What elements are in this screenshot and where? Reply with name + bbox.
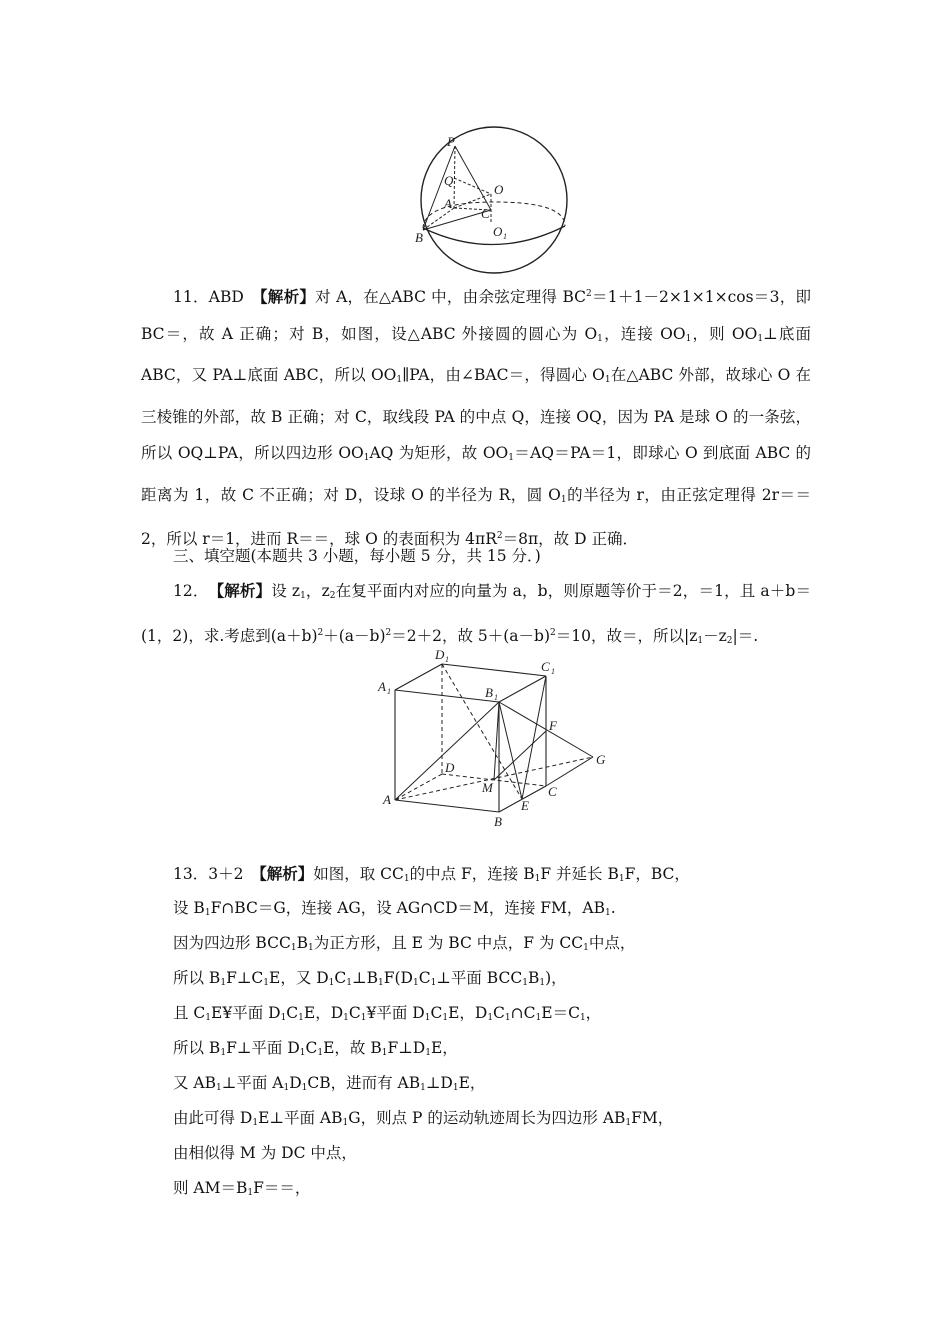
q13-text: 由此可得 D <box>173 1109 253 1127</box>
edge-PA <box>454 146 455 208</box>
segment-CG <box>546 757 593 786</box>
q12-sup: 2 <box>385 627 392 638</box>
q13-text: E⊥平面 AB <box>258 1109 343 1127</box>
q13-text: 则 AM＝B <box>173 1179 248 1197</box>
q11-sup: 2 <box>496 531 503 541</box>
q12-text: －z <box>703 626 727 645</box>
q13-text: C <box>286 1004 299 1022</box>
label-Q: Q <box>444 173 454 188</box>
q13-line-7 <box>173 1066 813 1101</box>
label-E: E <box>521 798 529 813</box>
q13-text: 又 AB <box>173 1074 217 1092</box>
q13-sub: 1 <box>290 943 297 953</box>
q11-sub: 1 <box>757 333 764 344</box>
q11-number: 11．ABD <box>173 288 244 306</box>
q12-sub: 1 <box>300 591 306 601</box>
q13-text: . <box>610 899 616 917</box>
q13-sub: 1 <box>535 1013 542 1023</box>
q11-text: ∥PA，由∠BAC＝，得圆心 O <box>402 366 605 384</box>
label-P: P <box>447 134 455 149</box>
label-G: G <box>596 752 606 767</box>
q13-sub: 1 <box>403 874 410 884</box>
q13-text: C <box>493 1004 505 1022</box>
q13-text: 如图，取 CC <box>313 865 404 883</box>
q13-sub: 1 <box>487 1013 494 1023</box>
q13-sub: 1 <box>299 1048 306 1058</box>
q13-line-8 <box>173 1101 813 1136</box>
q11-text: 在△ABC 外部，故球心 O 在三棱锥的外部，故 B 正确；对 C，取线段 PA 的中点 Q，连接 OQ，因为 PA 是球 O 的一条弦，所以 OQ⊥PA，所以四边形 OO <box>141 366 811 462</box>
q13-text: ∩C <box>510 1004 536 1022</box>
q13-sub: 1 <box>342 1118 349 1128</box>
edge-A1B1 <box>395 690 499 702</box>
q13-text: CB，进而有 AB <box>307 1074 421 1092</box>
q13-sub: 1 <box>220 1048 227 1058</box>
q13-sub: 1 <box>618 874 625 884</box>
q13-text: E， <box>430 1039 458 1057</box>
q11-sub: 1 <box>560 494 567 505</box>
label-B1-subscript: 1 <box>494 693 498 702</box>
q12-sub: 1 <box>697 635 704 646</box>
q12-sub: 2 <box>329 591 336 601</box>
q11-sub: 1 <box>396 375 403 385</box>
segment-QO <box>454 178 491 194</box>
edge-PB <box>423 146 455 230</box>
q13-text: FM， <box>631 1109 674 1127</box>
segment-D1E <box>442 664 522 799</box>
label-O: O <box>494 182 504 197</box>
q13-line-1 <box>173 856 813 891</box>
q12-text: ，z <box>305 582 330 600</box>
q13-text: F＝＝， <box>253 1179 311 1197</box>
q11-text: ＝AQ＝PA＝1，即球心 O 到底面 ABC 的距离为 1，故 C 不正确；对 D，设球 O 的半径为 R，圆 O <box>141 444 811 504</box>
label-C: C <box>548 784 557 799</box>
label-D: D <box>445 760 455 775</box>
q13-sub: 1 <box>430 978 437 988</box>
q13-sub: 1 <box>579 1013 586 1023</box>
q13-sub: 1 <box>280 1013 287 1023</box>
label-B: B <box>494 814 502 829</box>
sphere-outline <box>421 127 567 273</box>
q13-sub: 1 <box>381 1048 388 1058</box>
q13-text: 由相似得 M 为 DC 中点， <box>173 1144 357 1162</box>
segment-B1E <box>499 702 522 799</box>
q13-text: )， <box>545 969 567 987</box>
q13-text: F⊥C <box>226 969 264 987</box>
q13-text: ⊥平面 BCC <box>436 969 523 987</box>
q13-solution-tag: 【解析】 <box>258 864 314 883</box>
q13-text: C <box>348 1004 361 1022</box>
q13-sub: 1 <box>522 978 528 988</box>
edge-A1D1 <box>395 664 442 690</box>
segment-C1E <box>522 676 546 799</box>
q13-line-10 <box>173 1171 813 1206</box>
q12-text: ＝2＋2，故 5＋(a－b) <box>391 626 551 645</box>
label-B1: B <box>485 685 493 700</box>
q13-number: 13．3＋2 <box>173 865 244 883</box>
q13-text: C <box>334 969 347 987</box>
q13-sub: 1 <box>424 1013 431 1023</box>
q13-sub: 1 <box>504 1013 511 1023</box>
q13-line-6 <box>173 1031 813 1066</box>
q13-line-4 <box>173 961 813 996</box>
q13-text: 且 C <box>173 1004 206 1022</box>
q12-number: 12． <box>173 582 201 600</box>
q13-text: 的中点 F，连接 B <box>409 865 535 883</box>
q11-text: AQ 为矩形，故 OO <box>369 444 509 462</box>
label-A1-subscript: 1 <box>387 687 391 696</box>
q13-text: ⊥B <box>352 969 378 987</box>
q13-text: C <box>430 1004 443 1022</box>
q13-text: C <box>418 969 431 987</box>
label-A: A <box>444 196 452 211</box>
q13-text: ⊥D <box>425 1074 453 1092</box>
cube-diagram <box>375 646 615 830</box>
q11-text: ＝8π，故 D 正确． <box>502 530 638 548</box>
q13-text: 为正方形，且 E 为 BC 中点，F 为 CC <box>313 934 584 952</box>
q11-text: 对 A，在△ABC 中，由余弦定理得 BC <box>315 288 587 306</box>
q13-sub: 1 <box>317 1048 324 1058</box>
q13-sub: 1 <box>252 1118 259 1128</box>
q11-sub: 1 <box>363 453 370 463</box>
q13-text: E，D <box>448 1004 488 1022</box>
section-3-heading: 三、填空题(本题共 3 小题，每小题 5 分，共 15 分．) <box>173 547 541 565</box>
q13-sub: 1 <box>204 908 211 918</box>
q13-sub: 1 <box>216 1083 222 1093</box>
q12-text: 设 z <box>271 582 301 600</box>
edge-D1C1 <box>442 664 546 676</box>
q13-text: ， <box>585 1004 602 1022</box>
q12-sub: 2 <box>726 635 733 646</box>
q13-line-9 <box>173 1136 813 1171</box>
sphere-figure <box>415 124 575 276</box>
q13-sub: 1 <box>307 943 314 953</box>
label-C: C <box>481 206 490 221</box>
label-C1: C <box>541 659 550 674</box>
q11-sup: 2 <box>586 289 592 299</box>
q13-text: F，BC， <box>624 865 690 883</box>
q13-text: F 并延长 B <box>540 865 619 883</box>
q13-sub: 1 <box>377 978 384 988</box>
q13-text: C <box>305 1039 318 1057</box>
q13-sub: 1 <box>205 1013 212 1023</box>
edge-C1B1 <box>499 676 546 702</box>
q13-text: F(D <box>383 969 413 987</box>
q13-sub: 1 <box>283 1083 290 1093</box>
q13-sub: 1 <box>263 978 269 988</box>
q13-text: E，又 D <box>269 969 329 987</box>
q13-sub: 1 <box>412 978 419 988</box>
q11-text: ⊥底面 ABC，又 PA⊥底面 ABC，所以 OO <box>141 324 812 384</box>
q13-sub: 1 <box>343 1013 349 1023</box>
q13-sub: 1 <box>605 908 611 918</box>
q12-text: ＋(a－b) <box>323 626 386 645</box>
q12-solution-tag: 【解析】 <box>216 581 272 600</box>
solution-11 <box>141 276 811 558</box>
q13-text: E¥平面 D <box>211 1004 281 1022</box>
q12-sup: 2 <box>550 627 556 638</box>
q13-text: G，则点 P 的运动轨迹周长为四边形 AB <box>348 1109 626 1127</box>
q13-text: E， <box>458 1074 486 1092</box>
q11-text: 的半径为 r，由正弦定理得 2r＝＝2，所以 r＝1，进而 R＝＝，球 O 的表面积为 4πR <box>141 485 811 548</box>
q13-text: F∩BC＝G，连接 AG，设 AG∩CD＝M，连接 FM，AB <box>210 899 606 917</box>
q11-sub: 1 <box>604 375 611 385</box>
q11-sub: 1 <box>508 453 514 463</box>
q13-sub: 1 <box>583 943 589 953</box>
q13-sub: 1 <box>328 978 335 988</box>
label-C1-subscript: 1 <box>551 667 555 676</box>
q13-sub: 1 <box>442 1013 449 1023</box>
label-O1-subscript: 1 <box>503 232 507 241</box>
q13-text: 所以 B <box>173 969 221 987</box>
q12-text: 在复平面内对应的向量为 a，b，则原题等价于＝2，＝1，且 a＋b＝(1，2)，求.考虑到(a＋b) <box>141 582 811 645</box>
label-M: M <box>482 780 493 795</box>
q11-text: ，则 OO <box>691 324 758 343</box>
q13-text: F⊥平面 D <box>226 1039 300 1057</box>
q13-text: B <box>527 969 540 987</box>
cube-figure <box>375 646 615 830</box>
q13-text: D <box>289 1074 302 1092</box>
q13-sub: 1 <box>625 1118 632 1128</box>
q11-text: ＝1＋1－2×1×1×cos＝3，即 BC＝，故 A 正确；对 B，如图，设△ABC 外接圆的圆心为 O <box>141 288 811 343</box>
sphere-diagram <box>415 124 575 276</box>
q13-line-5 <box>173 996 813 1031</box>
label-F: F <box>549 718 557 733</box>
q13-text: E＝C <box>541 1004 580 1022</box>
q13-sub: 1 <box>298 1013 304 1023</box>
q13-text: E，D <box>303 1004 344 1022</box>
q11-solution-tag: 【解析】 <box>259 287 316 306</box>
q13-sub: 1 <box>452 1083 459 1093</box>
q13-text: ¥平面 D <box>366 1004 425 1022</box>
label-D1-subscript: 1 <box>445 655 449 664</box>
q13-sub: 1 <box>247 1188 254 1198</box>
q13-sub: 1 <box>539 978 546 988</box>
q13-text: E，故 B <box>323 1039 382 1057</box>
label-B: B <box>415 230 423 245</box>
label-A1: A <box>378 679 386 694</box>
q12-text: ＝10，故＝，所以|z <box>555 626 698 645</box>
q13-sub: 1 <box>220 978 227 988</box>
q11-sub: 1 <box>597 333 603 344</box>
q13-sub: 1 <box>425 1048 431 1058</box>
solution-13 <box>173 856 813 1206</box>
q13-line-3 <box>173 926 813 961</box>
q13-text: ⊥平面 A <box>221 1074 284 1092</box>
q13-sub: 1 <box>420 1083 426 1093</box>
q13-text: 设 B <box>173 899 205 917</box>
q13-text: B <box>296 934 308 952</box>
q13-text: 所以 B <box>173 1039 221 1057</box>
q13-sub: 1 <box>346 978 353 988</box>
label-O1: O <box>493 224 503 239</box>
q11-text: ，连接 OO <box>602 324 686 343</box>
q13-text: 中点， <box>588 934 636 952</box>
q13-text: F⊥D <box>387 1039 426 1057</box>
label-D1: D <box>435 647 445 662</box>
edge-BA <box>395 800 499 812</box>
q13-sub: 1 <box>301 1083 308 1093</box>
label-A: A <box>383 792 391 807</box>
q11-sub: 1 <box>685 333 692 344</box>
q12-text: |＝. <box>732 626 759 645</box>
q13-text: 因为四边形 BCC <box>173 934 291 952</box>
q13-sub: 1 <box>360 1013 367 1023</box>
q13-sub: 1 <box>534 874 541 884</box>
segment-B1M <box>494 702 499 780</box>
q12-sup: 2 <box>317 627 324 638</box>
q13-line-2 <box>173 891 813 926</box>
